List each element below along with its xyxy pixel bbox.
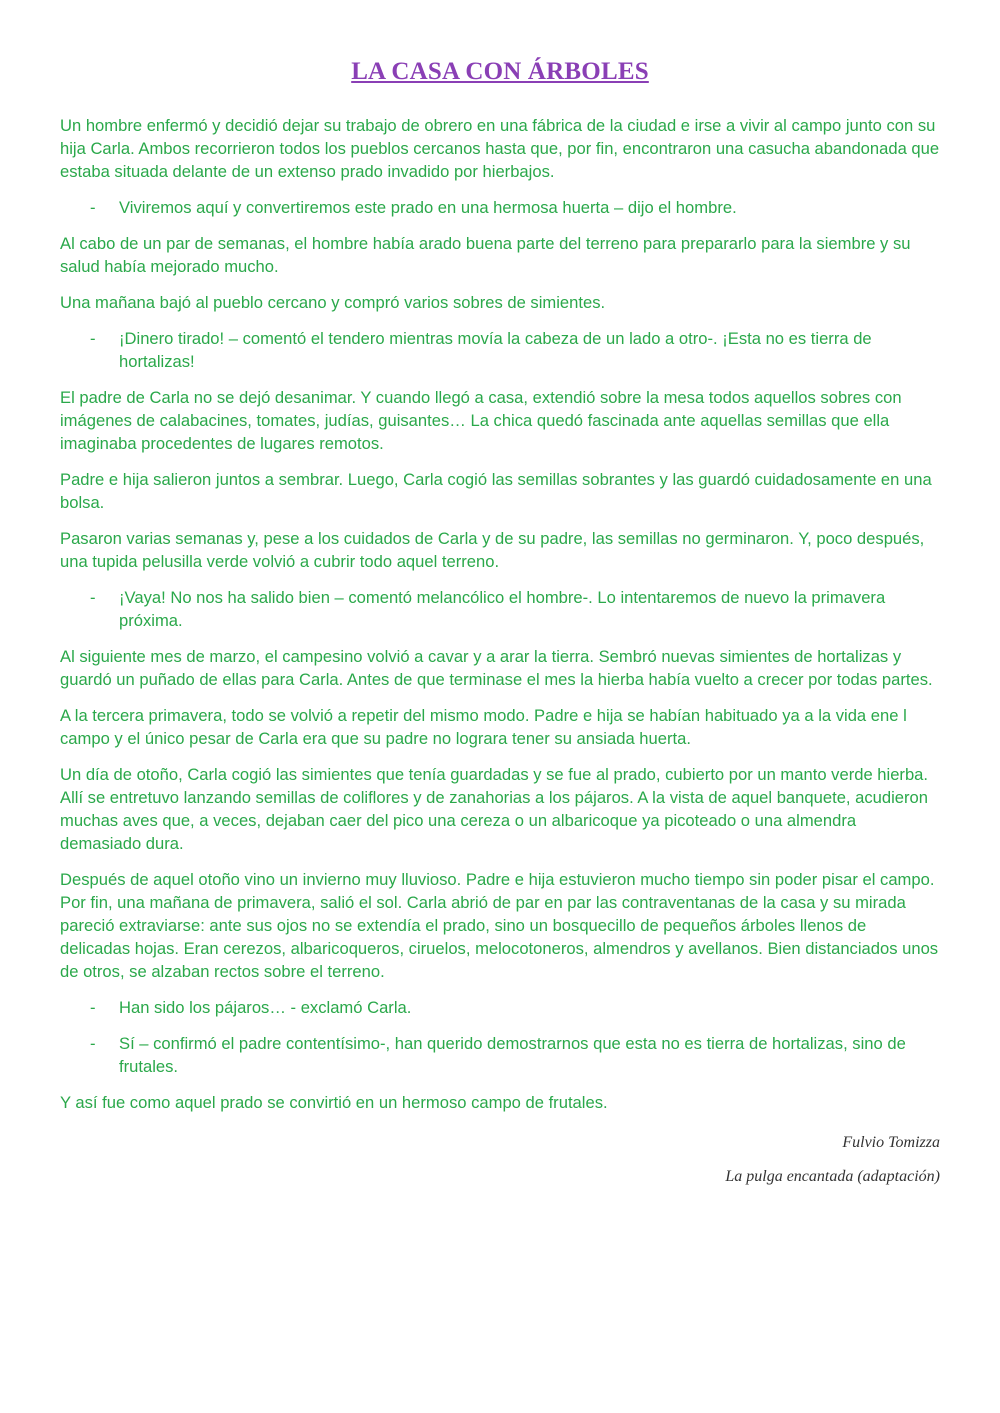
paragraph-11: Y así fue como aquel prado se convirtió en un hermoso campo de frutales. [60,1093,608,1112]
dialogue-1 [60,196,940,219]
paragraph-10: Después de aquel otoño vino un invierno muy lluvioso. Padre e hija estuvieron mucho tiempo sin poder pisar el campo. Por fin, una mañana de primavera, salió el sol. Carla abrió de par en par las contraventanas de la casa y su mirada pareció extraviarse: ante sus ojos no se extendía el prado, sino un bosquecillo de pequeños árboles llenos de delicadas hojas. Eran cerezos, albaricoqueros, ciruelos, melocotoneros, almendros y avellanos. Bien distanciados unos de otros, se alzaban rectos sobre el terreno. [60,870,939,981]
paragraph-2: Al cabo de un par de semanas, el hombre había arado buena parte del terreno para prepararlo para la siembre y su salud había mejorado mucho. [60,234,911,276]
dialogue-dash: - [90,198,96,217]
dialogue-3 [60,586,940,632]
paragraph-3: Una mañana bajó al pueblo cercano y compró varios sobres de simientes. [60,293,606,312]
document-page [60,58,940,1186]
paragraph-6: Pasaron varias semanas y, pese a los cuidados de Carla y de su padre, las semillas no germinaron. Y, poco después, una tupida pelusilla verde volvió a cubrir todo aquel terreno. [60,529,925,571]
paragraph-4: El padre de Carla no se dejó desanimar. Y cuando llegó a casa, extendió sobre la mesa todos aquellos sobres con imágenes de calabacines, tomates, judías, guisantes… La chica quedó fascinada ante aquellas semillas que ella imaginaba procedentes de lugares remotos. [60,388,902,453]
dialogue-dash: - [90,588,96,607]
paragraph-1: Un hombre enfermó y decidió dejar su trabajo de obrero en una fábrica de la ciudad e irse a vivir al campo junto con su hija Carla. Ambos recorrieron todos los pueblos cercanos hasta que, por fin, encontraron una casucha abandonada que estaba situada delante de un extenso prado invadido por hierbajos. [60,116,940,181]
dialogue-dash: - [90,1034,96,1053]
dialogue-text: Han sido los pájaros… - exclamó Carla. [119,998,412,1017]
paragraph-9: Un día de otoño, Carla cogió las simientes que tenía guardadas y se fue al prado, cubierto por un manto verde hierba. Allí se entretuvo lanzando semillas de coliflores y de zanahorias a los pájaros. A la vista de aquel banquete, acudieron muchas aves que, a veces, dejaban caer del pico una cereza o un albaricoque ya picoteado o una almendra demasiado dura. [60,765,929,853]
dialogue-dash: - [90,329,96,348]
story-title: LA CASA CON ÁRBOLES [351,58,649,85]
dialogue-text: ¡Vaya! No nos ha salido bien – comentó melancólico el hombre-. Lo intentaremos de nuevo la primavera próxima. [119,588,886,630]
dialogue-dash: - [90,998,96,1017]
dialogue-4 [60,996,940,1019]
story-body [60,114,940,1114]
author-name: Fulvio Tomizza [842,1134,940,1151]
dialogue-text: Sí – confirmó el padre contentísimo-, han querido demostrarnos que esta no es tierra de hortalizas, sino de frutales. [119,1034,906,1076]
paragraph-5: Padre e hija salieron juntos a sembrar. Luego, Carla cogió las semillas sobrantes y las guardó cuidadosamente en una bolsa. [60,470,932,512]
dialogue-2 [60,327,940,373]
source-title: La pulga encantada (adaptación) [725,1168,940,1185]
dialogue-text: Viviremos aquí y convertiremos este prado en una hermosa huerta – dijo el hombre. [119,198,737,217]
dialogue-text: ¡Dinero tirado! – comentó el tendero mientras movía la cabeza de un lado a otro-. ¡Esta no es tierra de hortalizas! [119,329,872,371]
dialogue-5 [60,1032,940,1078]
paragraph-8: A la tercera primavera, todo se volvió a repetir del mismo modo. Padre e hija se habían habituado ya a la vida ene l campo y el único pesar de Carla era que su padre no lograra tener su ansiada huerta. [60,706,907,748]
paragraph-7: Al siguiente mes de marzo, el campesino volvió a cavar y a arar la tierra. Sembró nuevas simientes de hortalizas y guardó un puñado de ellas para Carla. Antes de que terminase el mes la hierba había vuelto a crecer por todas partes. [60,647,933,689]
